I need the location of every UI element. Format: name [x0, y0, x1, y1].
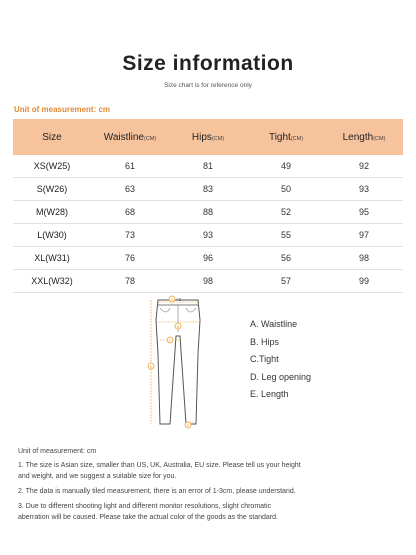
- legend-item-tight: C.Tight: [250, 354, 279, 364]
- size-table: [13, 119, 403, 293]
- header-cell-tight: Tight(CM): [268, 131, 304, 143]
- table-cell: 81: [202, 161, 213, 171]
- table-cell: 76: [124, 253, 135, 263]
- table-cell: XL(W31): [34, 253, 70, 263]
- table-cell: 56: [280, 253, 291, 263]
- pocket-right: [186, 308, 196, 312]
- marker-a-label: A: [170, 297, 174, 302]
- measurement-legend: [250, 319, 311, 407]
- table-cell: 49: [280, 161, 291, 171]
- table-row: [13, 155, 403, 178]
- notes-section: [18, 446, 408, 523]
- table-row: [13, 224, 403, 247]
- note-line: 1. The size is Asian size, smaller than US, UK, Australia, EU size. Please tell us your height: [18, 462, 301, 469]
- note-line: and weight, and we suggest a suitable size for you.: [18, 473, 177, 480]
- table-cell: 57: [280, 276, 291, 286]
- header-cell-length: Length(CM): [342, 131, 386, 143]
- notes-unit: Unit of measurement: cm: [18, 448, 97, 455]
- table-cell: 61: [124, 161, 135, 171]
- header-cell-waistline: Waistline(CM): [103, 131, 157, 143]
- note-line: aberration will be caused. Please take the actual color of the goods as the standard.: [18, 514, 278, 521]
- table-cell: 97: [358, 230, 369, 240]
- table-cell: 95: [358, 207, 369, 217]
- table-cell: 93: [202, 230, 213, 240]
- table-cell: 50: [280, 184, 291, 194]
- legend-item-leg-opening: D. Leg opening: [250, 371, 312, 382]
- unit-label: Unit of measurement: cm: [14, 105, 111, 114]
- marker-e-label: E: [149, 364, 153, 369]
- table-cell: S(W26): [36, 184, 68, 194]
- table-cell: 68: [124, 207, 135, 217]
- pocket-left: [160, 308, 170, 312]
- marker-b-label: B: [176, 324, 180, 329]
- table-cell: 78: [124, 276, 135, 286]
- table-cell: M(W28): [36, 207, 68, 217]
- marker-a-multiplier: ×2: [176, 297, 182, 302]
- page-subtitle: Size chart is for reference only: [164, 82, 252, 89]
- table-cell: 98: [202, 276, 213, 286]
- table-cell: L(W30): [37, 230, 67, 240]
- table-row: [13, 270, 403, 293]
- legend-item-hips: B. Hips: [250, 336, 280, 347]
- legend-item-length: E. Length: [250, 389, 289, 399]
- table-cell: 98: [358, 253, 369, 263]
- table-header: [13, 119, 403, 155]
- table-cell: XXL(W32): [31, 276, 73, 286]
- header-cell-hips: Hips(CM): [191, 131, 225, 143]
- marker-c-label: C: [168, 338, 172, 343]
- table-cell: 73: [124, 230, 135, 240]
- marker-d-label: D: [186, 423, 190, 428]
- note-line: 2. The data is manually tiled measurement, there is an error of 1-3cm, please understand.: [18, 488, 296, 495]
- table-cell: 55: [280, 230, 291, 240]
- table-cell: 92: [358, 161, 369, 171]
- table-cell: XS(W25): [33, 161, 71, 171]
- table-cell: 52: [280, 207, 291, 217]
- table-cell: 88: [202, 207, 213, 217]
- table-row: [13, 201, 403, 224]
- header-cell-size: Size: [42, 131, 62, 143]
- table-cell: 63: [124, 184, 135, 194]
- page-title: Size information: [122, 52, 294, 75]
- note-line: 3. Due to different shooting light and different monitor resolutions, slight chromatic: [18, 503, 272, 510]
- table-row: [13, 247, 403, 270]
- table-cell: 83: [202, 184, 213, 194]
- table-cell: 99: [358, 276, 369, 286]
- table-row: [13, 178, 403, 201]
- table-cell: 93: [358, 184, 369, 194]
- table-cell: 96: [202, 253, 213, 263]
- pants-diagram: [146, 294, 210, 434]
- legend-item-waistline: A. Waistline: [250, 319, 298, 329]
